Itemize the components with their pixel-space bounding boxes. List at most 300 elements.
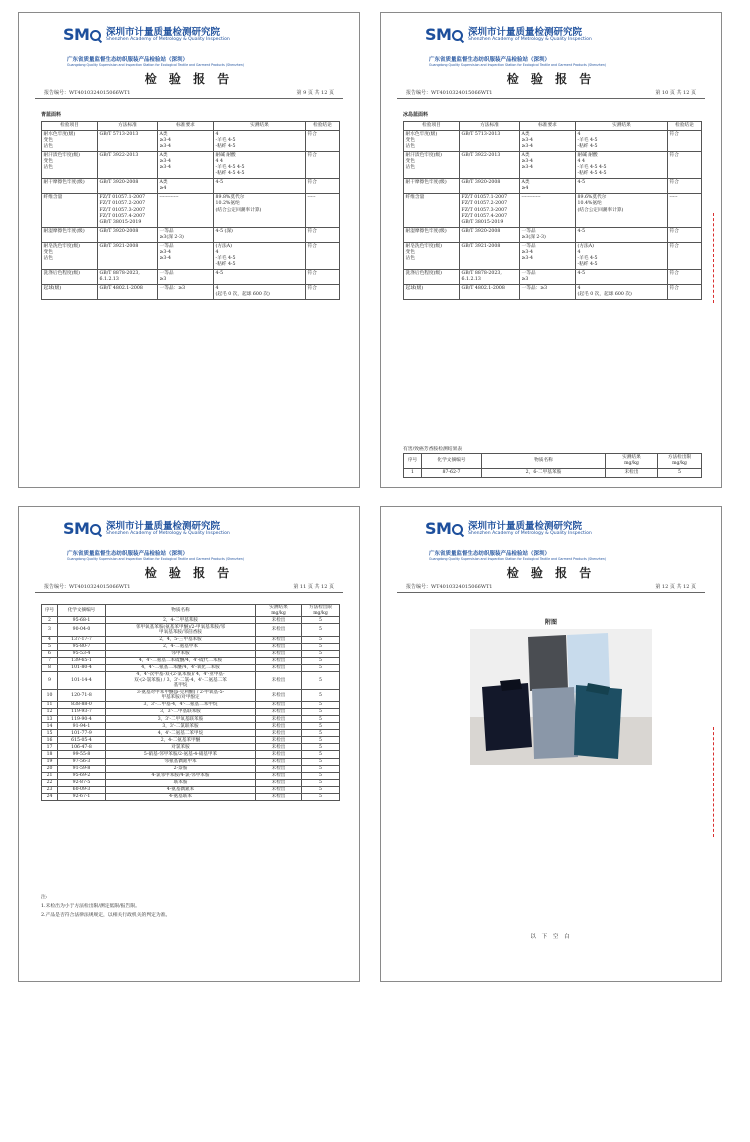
table-cell: 未检出 [256, 643, 302, 650]
table-cell: 未检出 [256, 765, 302, 772]
table-cell: GB/T 3922-2013 [460, 152, 520, 179]
column-header: 方法检出限 mg/kg [302, 605, 340, 617]
table-cell: 联苯胺 [106, 779, 256, 786]
table-row [404, 152, 702, 179]
table-cell: 符合 [306, 228, 340, 243]
table-cell: A类 ≥4 [158, 179, 214, 194]
table-cell: ----- [668, 194, 702, 228]
table-cell: 5 [302, 744, 340, 751]
table-cell: 2 [42, 617, 58, 624]
table-cell: 洗涤后色程度(级) [42, 270, 98, 285]
table-cell: 4-氨基联苯 [106, 793, 256, 800]
table-cell: 未检出 [256, 786, 302, 793]
column-header: 标准要求 [158, 122, 214, 131]
table-body [42, 617, 340, 801]
org-name-cn: 深圳市计量质量检测研究院 [106, 521, 221, 532]
table-row [42, 672, 340, 690]
table-cell: 95-68-1 [58, 617, 106, 624]
table-cell: 耐碱 耐酸 4 4 -羊毛 4-5 4-5 -粘纤 4-5 4-5 [214, 152, 306, 179]
table-cell: 5 [302, 689, 340, 701]
table-cell: 15 [42, 730, 58, 737]
table-cell: 未检出 [256, 723, 302, 730]
station-name-cn: 广东省质量监督生态纺织服装产品检验站（深圳） [429, 57, 551, 63]
table-row [42, 758, 340, 765]
table-cell: 未检出 [256, 744, 302, 751]
fabric-samples-image [470, 629, 652, 765]
notes-block [41, 893, 170, 920]
table-cell: 未检出 [256, 793, 302, 800]
table-row [42, 765, 340, 772]
table-body [404, 130, 702, 300]
page-number: 第 12 页 共 12 页 [655, 584, 696, 590]
table-cell: 符合 [306, 130, 340, 151]
table-body [42, 130, 340, 300]
table-cell: 3，3'-二甲基联苯胺 [106, 709, 256, 716]
header-divider [35, 98, 343, 99]
table-cell: 99-55-8 [58, 751, 106, 758]
fabric-section-title: 青蓝面料 [41, 112, 62, 118]
table-cell: 耐皂洗色牢度(级) 变色 沾色 [404, 243, 460, 270]
table-cell: 4-5 [214, 270, 306, 285]
table-cell: 邻甲氧基苯胺(氨基苯甲醚)/2-甲氧基苯胺/邻 甲氧基苯胺/邻茴香胺 [106, 624, 256, 636]
table-cell: 未检出 [256, 730, 302, 737]
column-header: 检验项目 [404, 122, 460, 131]
table-cell: 91-94-1 [58, 723, 106, 730]
column-header: 标准要求 [520, 122, 576, 131]
table-cell: 90-04-0 [58, 624, 106, 636]
table-row [404, 469, 702, 478]
table-cell: GB/T 4802.1-2008 [98, 285, 158, 300]
table-header-row [42, 122, 340, 131]
table-row [404, 130, 702, 151]
table-header-row [42, 605, 340, 617]
table-row [42, 689, 340, 701]
column-header: 检验项目 [42, 122, 98, 131]
report-number: 报告编号：WT4010324015066WT1 [44, 584, 131, 590]
table-cell: 4 (起毛 0 次，起球 600 次) [576, 285, 668, 300]
table-cell: 89.8%莫代尔 10.2%氨纶 (结合公定回潮率计算) [214, 194, 306, 228]
column-header: 方法检出限 mg/kg [658, 454, 702, 469]
table-header-row [404, 122, 702, 131]
table-cell: 2，6-二甲基苯胺 [482, 469, 606, 478]
table-cell: 5 [42, 643, 58, 650]
table-row [42, 194, 340, 228]
table-cell: 未检出 [256, 702, 302, 709]
note-line: 注: [41, 895, 48, 900]
table-cell: 5 [302, 665, 340, 672]
table-cell: 对氯苯胺 [106, 744, 256, 751]
table-row [42, 152, 340, 179]
report-page-9 [18, 12, 360, 488]
table-cell: 4 -羊毛 4-5 -粘纤 4-5 [214, 130, 306, 151]
table-cell: 95-80-7 [58, 643, 106, 650]
sample-photo [470, 629, 652, 765]
fabric-section-title: 冰岛蓝面料 [403, 112, 429, 118]
table-row [42, 709, 340, 716]
table-cell: 符合 [668, 130, 702, 151]
table-cell: 4-氯邻甲苯胺/4-氯-邻甲苯胺 [106, 772, 256, 779]
aromatic-amine-table [41, 604, 340, 801]
table-cell: GB/T 3920-2008 [98, 179, 158, 194]
table-cell: 耐汗渍色牢度(级) 变色 沾色 [42, 152, 98, 179]
smq-logo-text: SM [63, 25, 102, 44]
table-cell: 91-59-8 [58, 765, 106, 772]
table-cell: 洗涤后色程度(级) [404, 270, 460, 285]
table-row [42, 643, 340, 650]
table-cell: ------------ [158, 194, 214, 228]
table-row [42, 779, 340, 786]
table-cell: 未检出 [256, 689, 302, 701]
table-cell: 5 [302, 657, 340, 664]
column-header: 方法标准 [98, 122, 158, 131]
table-cell: 14 [42, 723, 58, 730]
table-cell: 2-萘胺 [106, 765, 256, 772]
table-cell: 一等品 ≥3(深 2-3) [158, 228, 214, 243]
table-cell: A类 ≥3-4 ≥3-4 [520, 130, 576, 151]
table-cell: 5 [302, 617, 340, 624]
table-header-row [404, 454, 702, 469]
page-number: 第 9 页 共 12 页 [296, 90, 334, 96]
column-header: 实测结果 [214, 122, 306, 131]
report-title: 检 验 报 告 [506, 72, 596, 86]
table-row [42, 617, 340, 624]
table-row [404, 243, 702, 270]
table-cell: 5 [658, 469, 702, 478]
table-cell: 符合 [668, 152, 702, 179]
table-cell: 未检出 [606, 469, 658, 478]
org-name-en: Shenzhen Academy of Metrology & Quality Inspection [468, 531, 592, 536]
report-number: 报告编号：WT4010324015066WT1 [44, 90, 131, 96]
column-header: 序号 [404, 454, 422, 469]
table-cell: 一等品 ≥3(深 2-3) [520, 228, 576, 243]
table-cell: 符合 [668, 228, 702, 243]
table-cell: 615-05-4 [58, 737, 106, 744]
table-cell: 22 [42, 779, 58, 786]
table-cell: 4 [42, 636, 58, 643]
smq-logo-text: SM [63, 519, 102, 538]
table-cell: 一等品 ≥3-4 ≥3-4 [158, 243, 214, 270]
table-cell: 符合 [306, 285, 340, 300]
table-cell: 11 [42, 702, 58, 709]
table-row [42, 624, 340, 636]
report-title: 检 验 报 告 [144, 72, 234, 86]
table-row [42, 285, 340, 300]
table-row [42, 228, 340, 243]
table-cell: 耐碱 耐酸 4 4 -羊毛 4-5 4-5 -粘纤 4-5 4-5 [576, 152, 668, 179]
table-cell: 未检出 [256, 772, 302, 779]
table-cell: 未检出 [256, 737, 302, 744]
table-cell: FZ/T 01057.1-2007 FZ/T 01057.2-2007 FZ/T 01057.3-2007 FZ/T 01057.4-2007 GB/T 38015-2019 [98, 194, 158, 228]
org-name-en: Shenzhen Academy of Metrology & Quality Inspection [106, 37, 230, 42]
table-cell: A类 ≥3-4 ≥3-4 [158, 152, 214, 179]
column-header: 化学文摘编号 [422, 454, 482, 469]
table-cell: 未检出 [256, 672, 302, 690]
table-row [42, 130, 340, 151]
table-cell: 9 [42, 672, 58, 690]
table-cell: 未检出 [256, 709, 302, 716]
column-header: 实测结果 [576, 122, 668, 131]
table-cell: GB/T 3920-2008 [98, 228, 158, 243]
test-results-table [403, 121, 702, 300]
table-cell: 耐湿摩擦色牢度(级) [404, 228, 460, 243]
table-cell: 符合 [306, 152, 340, 179]
aromatic-amine-table [403, 453, 702, 478]
table-row [42, 793, 340, 800]
station-name-cn: 广东省质量监督生态纺织服装产品检验站（深圳） [67, 551, 189, 557]
org-name-cn: 深圳市计量质量检测研究院 [468, 27, 583, 38]
table-row [42, 737, 340, 744]
table-row [42, 716, 340, 723]
table-cell: GB/T 8878-2023, 6.1.2.13 [460, 270, 520, 285]
table-cell: ----- [306, 194, 340, 228]
table-cell: 97-56-3 [58, 758, 106, 765]
table-cell: 邻甲苯胺 [106, 650, 256, 657]
station-name-cn: 广东省质量监督生态纺织服装产品检验站（深圳） [67, 57, 189, 63]
page-number: 第 11 页 共 12 页 [293, 584, 334, 590]
table-row [42, 650, 340, 657]
table-cell: 139-65-1 [58, 657, 106, 664]
table-cell: 5 [302, 737, 340, 744]
table-row [42, 657, 340, 664]
table-cell: 4-5 (深) [214, 228, 306, 243]
table-row [404, 179, 702, 194]
table-cell: 101-14-4 [58, 672, 106, 690]
table-cell: 5 [302, 636, 340, 643]
table-cell: 5 [302, 650, 340, 657]
table-cell: GB/T 3920-2008 [460, 179, 520, 194]
org-logo [425, 23, 685, 53]
table-cell: 89.6%莫代尔 10.4%氨纶 (结合公定回潮率计算) [576, 194, 668, 228]
column-header: 检验结论 [668, 122, 702, 131]
table-cell: 5-硝基-邻甲苯胺/2-氨基-4-硝基甲苯 [106, 751, 256, 758]
table-cell: 符合 [668, 285, 702, 300]
column-header: 方法标准 [460, 122, 520, 131]
table-cell: 4，4'-二氨基二苯醚/4，4'-氧化二苯胺 [106, 665, 256, 672]
smq-logo-text: SM [425, 25, 464, 44]
table-cell: 8 [42, 665, 58, 672]
report-page-11 [18, 506, 360, 982]
table-cell: 4，4'-次甲基-双-(2-氯苯胺)/ 4，4'-亚甲基- 双-(2-氯苯胺) / 3，3'-二氯-4，4'-二氨基二苯 基甲烷 [106, 672, 256, 690]
table-cell: 符合 [306, 243, 340, 270]
table-row [42, 723, 340, 730]
org-logo [63, 23, 323, 53]
table-cell: (方法A) 4 -羊毛 4-5 -粘纤 4-5 [576, 243, 668, 270]
org-name-en: Shenzhen Academy of Metrology & Quality Inspection [468, 37, 592, 42]
report-title: 检 验 报 告 [506, 566, 596, 580]
table-cell: 5 [302, 793, 340, 800]
table-cell: 4，4'-二氨基二苯硫醚/4，4'-硫代二苯胺 [106, 657, 256, 664]
table-cell: A类 ≥3-4 ≥3-4 [158, 130, 214, 151]
table-cell: 起球(级) [404, 285, 460, 300]
table-cell: ------------ [520, 194, 576, 228]
header-divider [397, 98, 705, 99]
table-cell: 2，4-二氨基甲苯 [106, 643, 256, 650]
table-cell: 4 -羊毛 4-5 -粘纤 4-5 [576, 130, 668, 151]
table-cell: 符合 [668, 270, 702, 285]
table-cell: 4-5 [576, 270, 668, 285]
table-row [42, 636, 340, 643]
table-cell: 4-氨基偶氮苯 [106, 786, 256, 793]
table-cell: 119-90-4 [58, 716, 106, 723]
table-row [42, 270, 340, 285]
table-cell: 一等品 ≥3 [158, 270, 214, 285]
table-cell: 耐皂洗色牢度(级) 变色 沾色 [42, 243, 98, 270]
table-cell: 未检出 [256, 665, 302, 672]
table-cell: 2，4-二氨基苯甲醚 [106, 737, 256, 744]
table-cell: 耐湿摩擦色牢度(级) [42, 228, 98, 243]
table-cell: 符合 [668, 179, 702, 194]
table-cell: 18 [42, 751, 58, 758]
table-row [404, 228, 702, 243]
table-cell: 3，3'-二氯联苯胺 [106, 723, 256, 730]
table-cell: 3，3'-二甲基-4，4'-二氨基二苯甲烷 [106, 702, 256, 709]
column-header: 物质名称 [482, 454, 606, 469]
table-cell: 一等品：≥3 [520, 285, 576, 300]
table-cell: GB/T 4802.1-2008 [460, 285, 520, 300]
org-name-cn: 深圳市计量质量检测研究院 [468, 521, 583, 532]
table-cell: 106-47-8 [58, 744, 106, 751]
table-row [42, 179, 340, 194]
report-title: 检 验 报 告 [144, 566, 234, 580]
table-cell: 一等品 ≥3-4 ≥3-4 [520, 243, 576, 270]
report-number: 报告编号：WT4010324015066WT1 [406, 90, 493, 96]
table-cell: 邻氨基偶氮甲苯 [106, 758, 256, 765]
smq-logo-text: SM [425, 519, 464, 538]
table-cell: 耐水色牢度(级) 变色 沾色 [404, 130, 460, 151]
station-name-cn: 广东省质量监督生态纺织服装产品检验站（深圳） [429, 551, 551, 557]
table-cell: 13 [42, 716, 58, 723]
station-name-en: Guangdong Quality Supervision and Inspection Station for Ecological Textile and Garment Products (Shenzhen) [67, 557, 245, 561]
station-name-en: Guangdong Quality Supervision and Inspection Station for Ecological Textile and Garment Products (Shenzhen) [67, 63, 245, 67]
header-divider [397, 592, 705, 593]
attachment-title: 附图 [544, 619, 557, 626]
table-row [42, 243, 340, 270]
table-cell: 92-67-1 [58, 793, 106, 800]
table-cell: A类 ≥4 [520, 179, 576, 194]
aromatic-amine-caption: 有害/致癌芳香胺检测结果表 [403, 447, 463, 452]
report-page-12 [380, 506, 722, 982]
table-cell: 95-69-2 [58, 772, 106, 779]
table-row [404, 285, 702, 300]
table-cell: 4，4'-二氨基二苯甲烷 [106, 730, 256, 737]
table-cell: 耐干摩擦色牢度(级) [42, 179, 98, 194]
end-of-report-text: 以 下 空 白 [530, 934, 572, 940]
table-cell: 4-5 [576, 228, 668, 243]
table-cell: 19 [42, 758, 58, 765]
table-cell: 4 (起毛 0 次，起球 600 次) [214, 285, 306, 300]
table-cell: 一等品：≥3 [158, 285, 214, 300]
station-name-en: Guangdong Quality Supervision and Inspection Station for Ecological Textile and Garment Products (Shenzhen) [429, 63, 607, 67]
table-row [42, 751, 340, 758]
table-cell: 5 [302, 772, 340, 779]
org-name-cn: 深圳市计量质量检测研究院 [106, 27, 221, 38]
table-cell: 5 [302, 702, 340, 709]
table-cell: FZ/T 01057.1-2007 FZ/T 01057.2-2007 FZ/T 01057.3-2007 FZ/T 01057.4-2007 GB/T 38015-2019 [460, 194, 520, 228]
table-cell: 12 [42, 709, 58, 716]
table-cell: 95-53-4 [58, 650, 106, 657]
table-cell: 5 [302, 751, 340, 758]
table-cell: 5 [302, 723, 340, 730]
column-header: 化学文摘编号 [58, 605, 106, 617]
table-cell: 纤维含量 [404, 194, 460, 228]
table-row [42, 786, 340, 793]
table-cell: GB/T 3922-2013 [98, 152, 158, 179]
org-logo [425, 517, 685, 547]
table-cell: 纤维含量 [42, 194, 98, 228]
table-cell: 21 [42, 772, 58, 779]
table-cell: 未检出 [256, 716, 302, 723]
table-cell: 3-氨基对甲苯甲醚(p-克利酮) / 2-甲氧基-5- 甲基苯胺/对甲酚定 [106, 689, 256, 701]
table-cell: 60-09-3 [58, 786, 106, 793]
table-cell: 120-71-8 [58, 689, 106, 701]
table-cell: 未检出 [256, 657, 302, 664]
station-name-en: Guangdong Quality Supervision and Inspection Station for Ecological Textile and Garment Products (Shenzhen) [429, 557, 607, 561]
table-cell: 4-5 [576, 179, 668, 194]
table-cell: 17 [42, 744, 58, 751]
table-cell: 2，4-二甲基苯胺 [106, 617, 256, 624]
table-cell: 2，4，5-三甲基苯胺 [106, 636, 256, 643]
test-results-table [41, 121, 340, 300]
table-cell: 137-17-7 [58, 636, 106, 643]
table-cell: 20 [42, 765, 58, 772]
column-header: 实测结果 mg/kg [606, 454, 658, 469]
table-cell: 未检出 [256, 636, 302, 643]
table-cell: GB/T 5713-2013 [98, 130, 158, 151]
report-number: 报告编号：WT4010324015066WT1 [406, 584, 493, 590]
report-page-10 [380, 12, 722, 488]
seal-mark [713, 727, 722, 837]
table-cell: GB/T 3920-2008 [460, 228, 520, 243]
table-cell: 6 [42, 650, 58, 657]
table-cell: 119-93-7 [58, 709, 106, 716]
note-line: 1.未检出为小于方法检出限/测定低限/报告限。 [41, 904, 140, 910]
table-cell: 3，3'-二甲氧基联苯胺 [106, 716, 256, 723]
table-cell: 未检出 [256, 650, 302, 657]
table-cell: 5 [302, 672, 340, 690]
table-cell: GB/T 3921-2008 [460, 243, 520, 270]
table-cell: 5 [302, 786, 340, 793]
table-cell: 未检出 [256, 758, 302, 765]
table-cell: GB/T 5713-2013 [460, 130, 520, 151]
table-cell: GB/T 8878-2023, 6.1.2.13 [98, 270, 158, 285]
table-cell: 5 [302, 758, 340, 765]
table-cell: 23 [42, 786, 58, 793]
column-header: 检验结论 [306, 122, 340, 131]
table-cell: 838-88-0 [58, 702, 106, 709]
table-cell: 10 [42, 689, 58, 701]
table-cell: 未检出 [256, 779, 302, 786]
header-divider [35, 592, 343, 593]
table-row [404, 194, 702, 228]
table-cell: 未检出 [256, 624, 302, 636]
column-header: 序号 [42, 605, 58, 617]
table-cell: 耐汗渍色牢度(级) 变色 沾色 [404, 152, 460, 179]
table-cell: 符合 [306, 270, 340, 285]
table-cell: 87-62-7 [422, 469, 482, 478]
table-cell: 3 [42, 624, 58, 636]
table-cell: 92-87-5 [58, 779, 106, 786]
table-cell: 一等品 ≥3 [520, 270, 576, 285]
table-cell: 符合 [668, 243, 702, 270]
seal-mark [713, 213, 722, 303]
table-cell: 5 [302, 643, 340, 650]
column-header: 物质名称 [106, 605, 256, 617]
table-row [42, 730, 340, 737]
table-cell: 16 [42, 737, 58, 744]
table-cell: 101-80-4 [58, 665, 106, 672]
table-cell: 1 [404, 469, 422, 478]
table-cell: 5 [302, 765, 340, 772]
